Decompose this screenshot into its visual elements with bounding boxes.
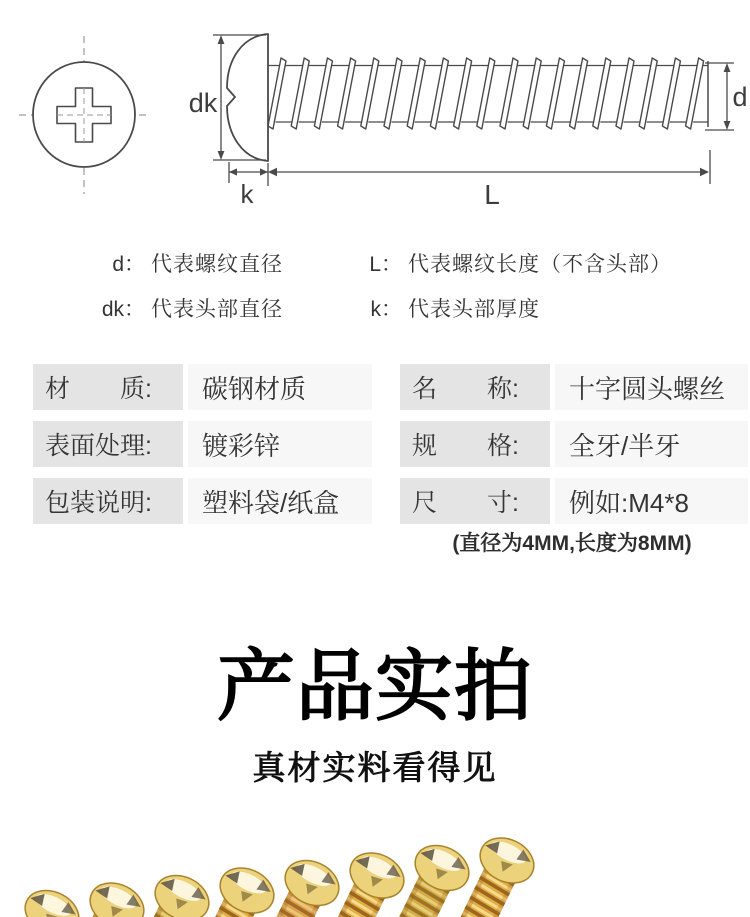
legend-letter: dk： (101, 298, 145, 321)
legend-desc: 代表头部直径 (151, 298, 283, 321)
spec-table-left (33, 364, 372, 535)
spec-label: 尺 寸: (400, 478, 550, 524)
spec-label: 包装说明: (33, 478, 183, 524)
spec-value: 塑料袋/纸盒 (188, 478, 372, 524)
screw-head-profile (227, 34, 268, 161)
spec-row-spec (400, 421, 748, 467)
spec-value: 碳钢材质 (188, 364, 372, 410)
spec-label: 名 称: (400, 364, 550, 410)
dimension-d (705, 63, 734, 130)
label-k: k (240, 179, 254, 209)
legend-item-d (95, 248, 283, 274)
size-example-note: (直径为4MM,长度为8MM) (452, 532, 692, 555)
legend-item-L (352, 248, 672, 274)
section-subtitle: 真材实料看得见 (252, 749, 498, 786)
legend-item-k (352, 293, 540, 319)
label-L: L (484, 179, 500, 210)
spec-row-material (33, 364, 372, 410)
spec-label: 表面处理: (33, 421, 183, 467)
spec-value: 镀彩锌 (188, 421, 372, 467)
screw-thread-shank (268, 58, 708, 129)
legend-desc: 代表螺纹长度（不含头部） (408, 253, 672, 276)
legend-item-dk (95, 293, 283, 319)
legend-desc: 代表螺纹直径 (151, 253, 283, 276)
section-title: 产品实拍 (216, 642, 533, 730)
spec-label: 材 质: (33, 364, 183, 410)
spec-row-packaging (33, 478, 372, 524)
spec-label: 规 格: (400, 421, 550, 467)
label-d: d (732, 82, 748, 112)
spec-row-size (400, 478, 748, 524)
spec-row-surface (33, 421, 372, 467)
label-dk: dk (188, 88, 218, 118)
spec-value: 全牙/半牙 (555, 421, 748, 467)
spec-row-name (400, 364, 748, 410)
legend-letter: L： (369, 253, 402, 276)
product-photo (0, 795, 750, 917)
screw-dimension-diagram (0, 0, 750, 234)
screws-photo-canvas (0, 795, 750, 917)
legend-letter: d： (112, 253, 145, 276)
spec-value: 例如:M4*8 (555, 478, 748, 524)
spec-table-right (400, 364, 748, 535)
legend-letter: k： (370, 298, 402, 321)
screw-top-view (19, 36, 149, 194)
spec-value: 十字圆头螺丝 (555, 364, 748, 410)
screw-photo-item (0, 882, 86, 917)
legend-desc: 代表头部厚度 (408, 298, 540, 321)
